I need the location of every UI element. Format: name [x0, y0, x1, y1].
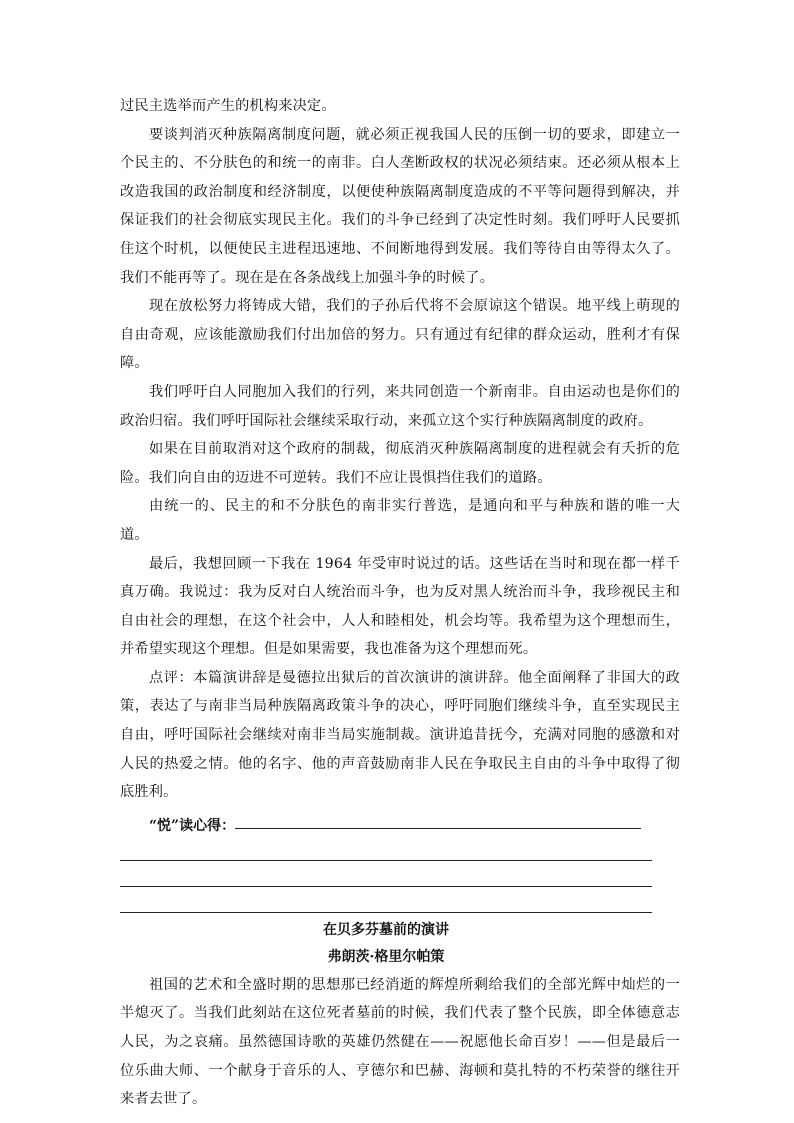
- paragraph: 如果在目前取消对这个政府的制裁，彻底消灭种族隔离制度的进程就会有夭折的危险。我们向自由的迈进不可逆转。我们不应让畏惧挡住我们的道路。: [120, 441, 680, 486]
- section-author: 弗朗茨·格里尔帕策: [327, 948, 445, 965]
- paragraph: 我们呼吁白人同胞加入我们的行列，来共同创造一个新南非。自由运动也是你们的政治归宿。我们呼吁国际社会继续采取行动，来孤立这个实行种族隔离制度的政府。: [120, 383, 680, 429]
- section-title: 在贝多芬墓前的演讲: [323, 921, 449, 938]
- paragraph: 最后，我想回顾一下我在 1964 年受审时说过的话。这些话在当时和现在都一样千真万确。我说过：我为反对白人统治而斗争，也为反对黑人统治而斗争，我珍视民主和自由社会的理想，在这个社会中，人人和睦相处，机会均等。我希望为这个理想而生，并希望实现这个理想。但是如果需要，我也准备为这个理想而死。: [120, 555, 680, 658]
- comment-paragraph: 点评：本篇演讲辞是曼德拉出狱后的首次演讲的演讲辞。他全面阐释了非国大的政策，表达了与南非当局种族隔离政策斗争的决心，呼吁同胞们继续斗争，直至实现民主自由，呼吁国际社会继续对南非当局实施制裁。演讲追昔抚今，充满对同胞的感激和对人民的热爱之情。他的名字、他的声音鼓励南非人民在争取民主自由的斗争中取得了彻底胜利。: [120, 669, 680, 801]
- paragraph: 祖国的艺术和全盛时期的思想那已经消逝的辉煌所剩给我们的全部光辉中灿烂的一半熄灭了。当我们此刻站在这位死者墓前的时候，我们代表了整个民族，即全体德意志人民，为之哀痛。虽然德国诗歌的英雄仍然健在——祝愿他长命百岁！——但是最后一位乐曲大师、一个献身于音乐的人、亨德尔和巴赫、海顿和莫扎特的不朽荣誉的继往开来者去世了。: [120, 976, 680, 1108]
- notes-first-line: [120, 809, 680, 835]
- notes-blank-line[interactable]: [120, 887, 652, 913]
- notes-blank-line[interactable]: [235, 827, 641, 829]
- notes-blank-line[interactable]: [120, 835, 652, 861]
- notes-label: “悦”读心得：: [149, 817, 236, 834]
- paragraph: 要谈判消灭种族隔离制度问题，就必须正视我国人民的压倒一切的要求，即建立一个民主的、不分肤色的和统一的南非。白人垄断政权的状况必须结束。还必须从根本上改造我国的政治制度和经济制度，以便使种族隔离制度造成的不平等问题得到解决，并保证我们的社会彻底实现民主化。我们的斗争已经到了决定性时刻。我们呼吁人民要抓住这个时机，以便使民主进程迅速地、不间断地得到发展。我们等待自由等得太久了。我们不能再等了。现在是在各条战线上加强斗争的时候了。: [120, 126, 680, 286]
- document-page: [120, 92, 680, 1114]
- reading-notes: [120, 809, 680, 913]
- notes-blank-line[interactable]: [120, 861, 652, 887]
- paragraph: 由统一的、民主的和不分肤色的南非实行普选，是通向和平与种族和谐的唯一大道。: [120, 498, 680, 543]
- paragraph-continuation: 过民主选举而产生的机构来决定。: [120, 98, 336, 114]
- paragraph: 现在放松努力将铸成大错，我们的子孙后代将不会原谅这个错误。地平线上萌现的自由奇观，应该能激励我们付出加倍的努力。只有通过有纪律的群众运动，胜利才有保障。: [120, 298, 680, 372]
